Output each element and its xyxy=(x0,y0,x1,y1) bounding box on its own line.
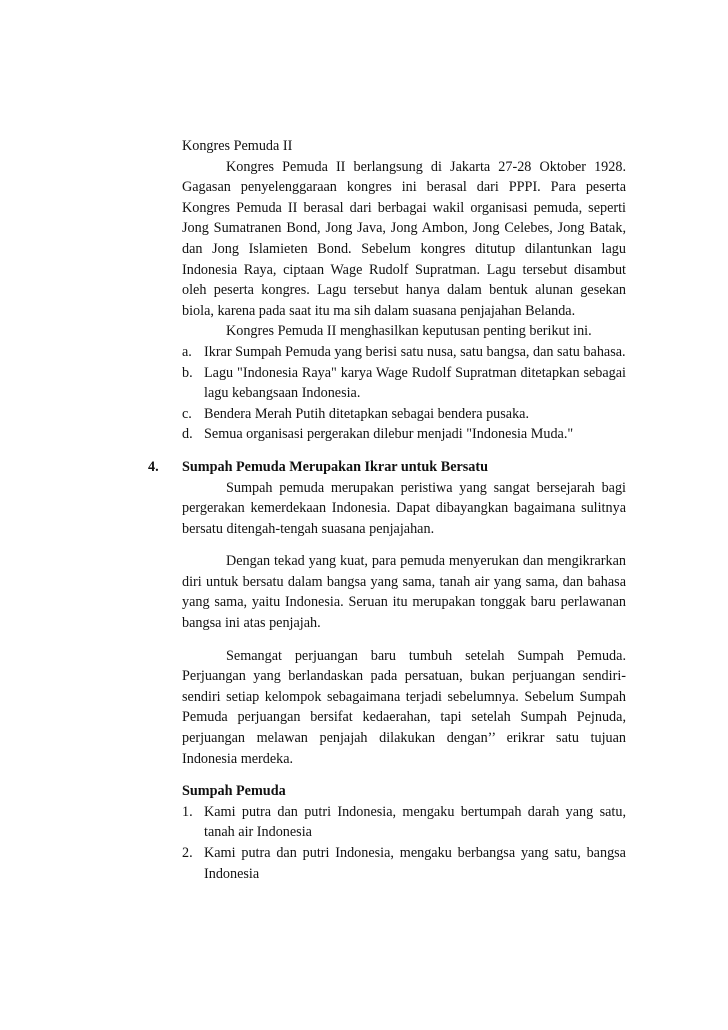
list-item xyxy=(182,424,626,445)
section-number: 4. xyxy=(148,458,159,475)
list-marker: 1. xyxy=(182,803,193,820)
kongres-paragraph-1: Kongres Pemuda II berlangsung di Jakarta 27-28 Oktober 1928. Gagasan penyelenggaraan kongres ini berasal dari PPPI. Para peserta Kongres Pemuda II berasal dari berbagai wakil organisasi pemuda, seperti Jong Sumatranen Bond, Jong Java, Jong Ambon, Jong Celebes, Jong Batak, dan Jong Islamieten Bond. Sebelum kongres ditutup dilantunkan lagu Indonesia Raya, ciptaan Wage Rudolf Supratman. Lagu tersebut disambut oleh peserta kongres. Lagu tersebut hanya dalam bentuk alunan gesekan biola, karena pada saat itu ma sih dalam suasana penjajahan Belanda. xyxy=(182,158,626,319)
kongres-paragraph-2: Kongres Pemuda II menghasilkan keputusan penting berikut ini. xyxy=(226,323,592,340)
list-item-text: Kami putra dan putri Indonesia, mengaku bertumpah darah yang satu, tanah air Indonesia xyxy=(204,803,626,841)
list-item-text: Ikrar Sumpah Pemuda yang berisi satu nusa, satu bangsa, dan satu bahasa. xyxy=(204,343,626,360)
section-4-paragraph-2: Dengan tekad yang kuat, para pemuda menyerukan dan mengikrarkan diri untuk bersatu dalam bangsa yang sama, tanah air yang sama, dan bahasa yang sama, yaitu Indonesia. Seruan itu merupakan tonggak baru perlawanan bangsa ini atas penjajah. xyxy=(182,553,626,632)
list-marker: d. xyxy=(182,426,193,443)
list-marker: a. xyxy=(182,343,192,360)
list-marker: c. xyxy=(182,405,192,422)
kongres-decisions-list xyxy=(182,342,626,445)
list-item xyxy=(182,363,626,404)
sumpah-pemuda-title: Sumpah Pemuda xyxy=(182,783,286,800)
list-item xyxy=(182,404,626,425)
page-content xyxy=(148,136,626,884)
section-4-paragraph-3: Semangat perjuangan baru tumbuh setelah Sumpah Pemuda. Perjuangan yang berlandaskan pada persatuan, bukan perjuangan sendiri-sendiri setiap kelompok sebagaimana terjadi sebelumnya. Sebelum Sumpah Pemuda perjuangan bersifat kedaerahan, tapi setelah Sumpah Pejnuda, perjuangan melawan penjajah dilakukan dengan’’ erikrar satu tujuan Indonesia merdeka. xyxy=(182,647,626,767)
list-item xyxy=(182,802,626,843)
section-heading-text: Sumpah Pemuda Merupakan Ikrar untuk Bersatu xyxy=(182,458,489,475)
list-item-text: Bendera Merah Putih ditetapkan sebagai bendera pusaka. xyxy=(204,405,530,422)
list-item-text: Kami putra dan putri Indonesia, mengaku berbangsa yang satu, bangsa Indonesia xyxy=(204,845,626,882)
list-item-text: Semua organisasi pergerakan dilebur menjadi "Indonesia Muda." xyxy=(204,426,574,443)
section-4-heading xyxy=(148,457,626,478)
list-item xyxy=(182,342,626,363)
kongres-title: Kongres Pemuda II xyxy=(182,138,293,154)
section-4-paragraph-1: Sumpah pemuda merupakan peristiwa yang sangat bersejarah bagi pergerakan kemerdekaan Indonesia. Dapat dibayangkan bagaimana sulitnya bersatu ditengah-tengah suasana penjajahan. xyxy=(182,479,626,537)
sumpah-pemuda-list xyxy=(182,802,626,884)
list-item-text: Lagu "Indonesia Raya" karya Wage Rudolf Supratman ditetapkan sebagai lagu kebangsaan Indonesia. xyxy=(204,364,626,402)
list-marker: b. xyxy=(182,364,193,381)
list-item xyxy=(182,843,626,884)
list-marker: 2. xyxy=(182,845,193,861)
